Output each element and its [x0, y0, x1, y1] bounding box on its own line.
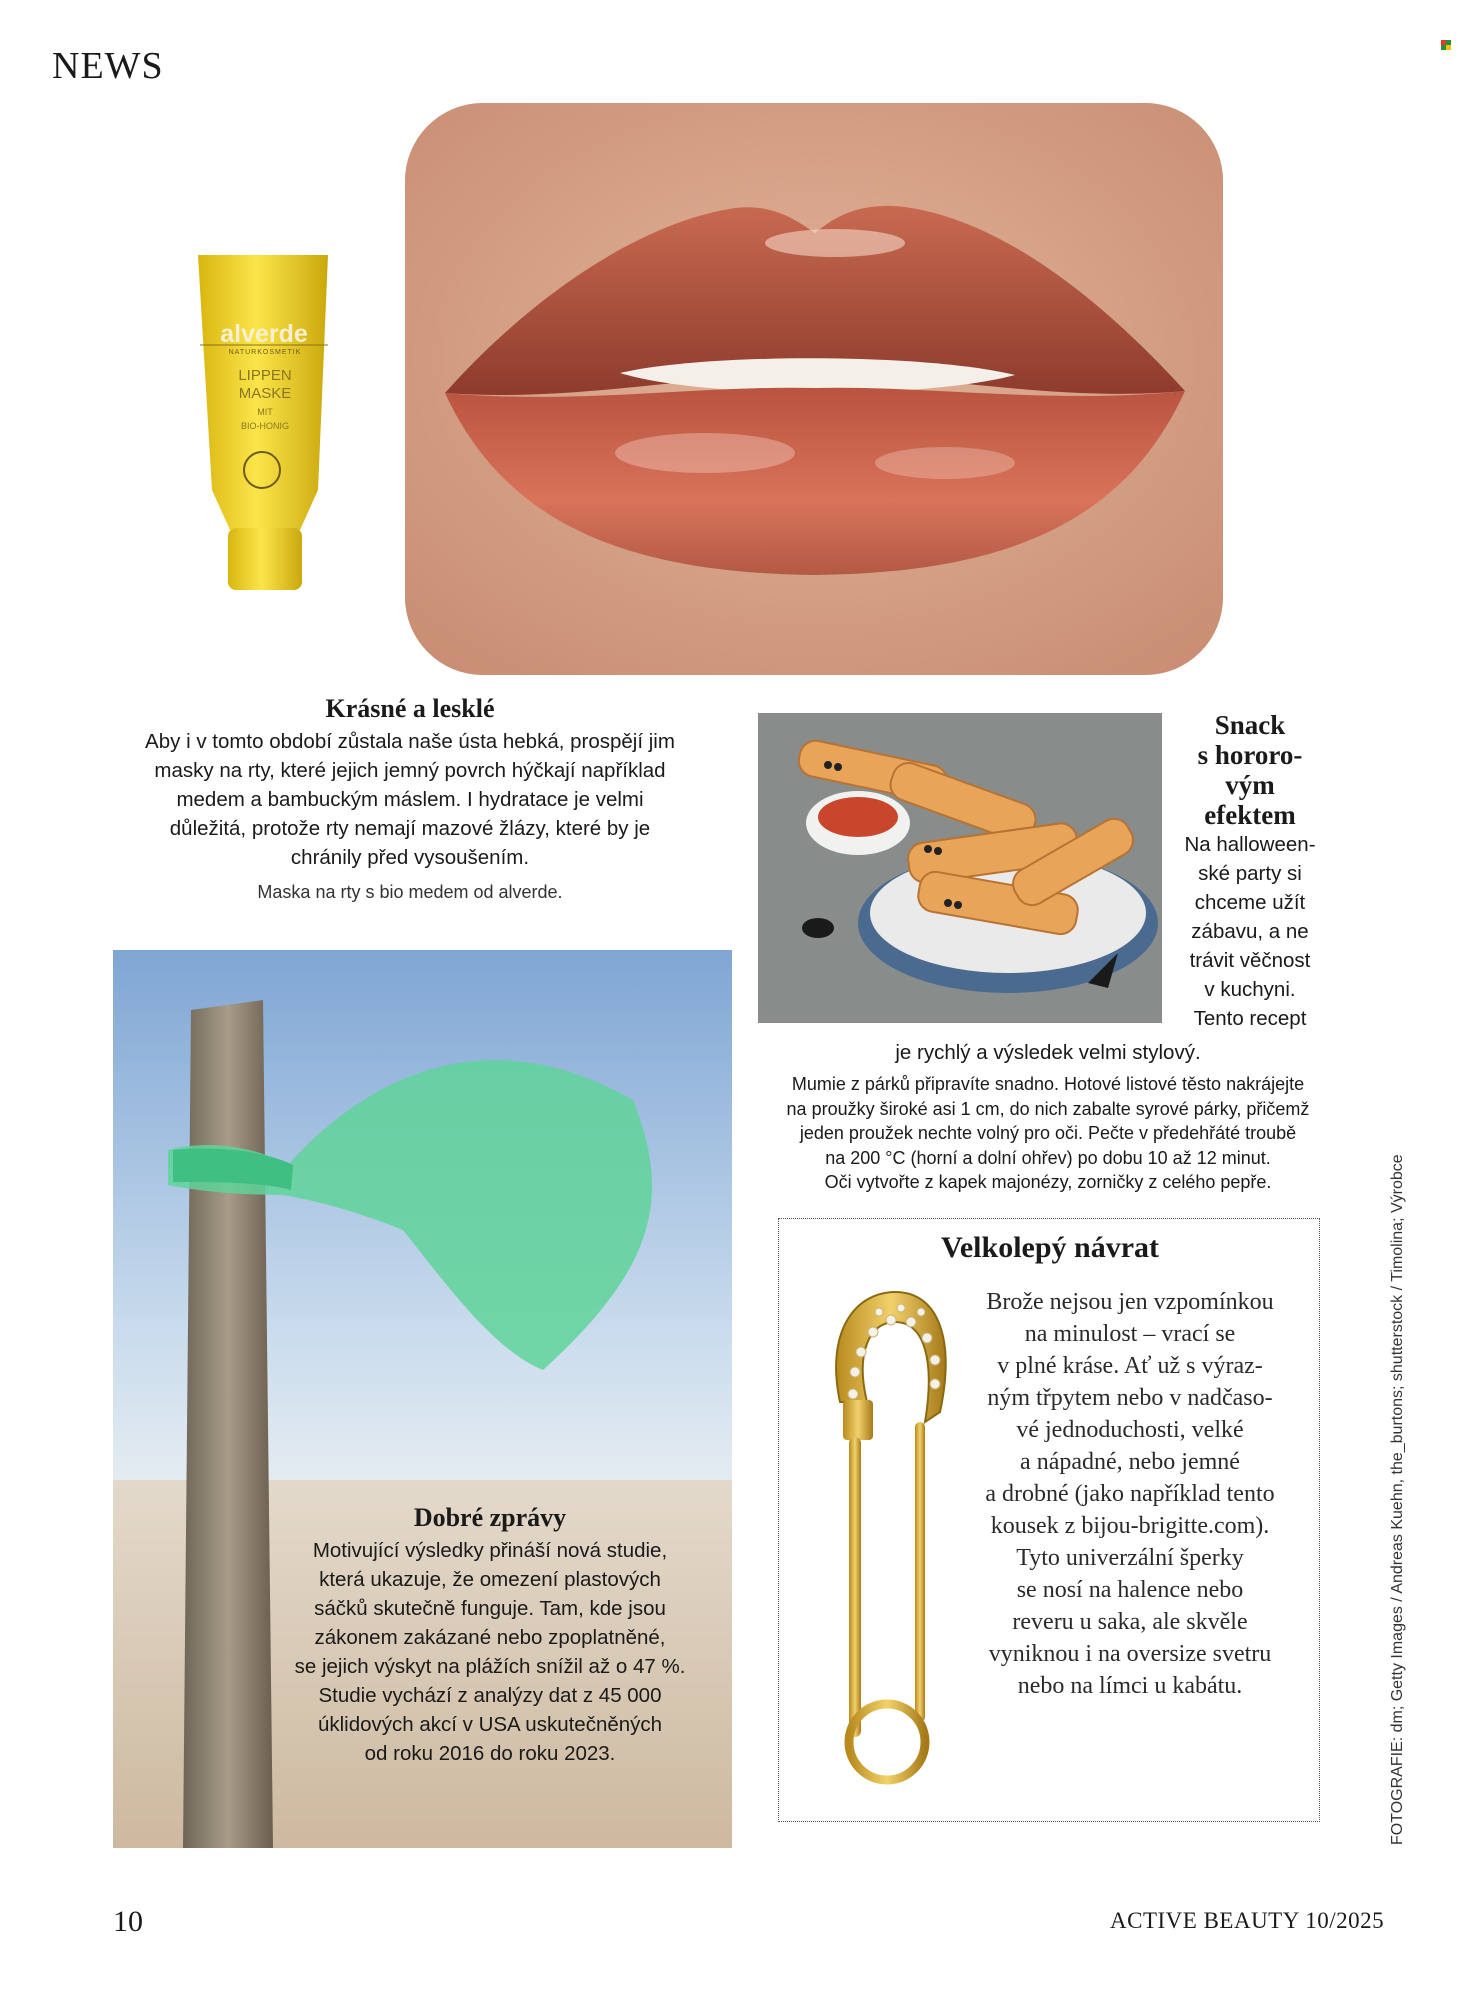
brooch-line: vé jednoduchosti, velké — [1016, 1417, 1244, 1443]
tube-line2: MASKE — [238, 385, 292, 402]
beach-line: Studie vychází z analýzy dat z 45 000 — [318, 1684, 662, 1707]
beach-line: se jejich výskyt na plážích snížil až o 47 %. — [294, 1655, 686, 1678]
snack-note-line: na 200 °C (horní a dolní ohřev) po dobu 10 až 12 minut. — [825, 1147, 1271, 1168]
brooch-line: na minulost – vrací se — [1024, 1321, 1236, 1347]
beach-title: Dobré zprávy — [413, 1503, 567, 1532]
snack-title-line: efektem — [1204, 800, 1296, 830]
snack-side-line: chceme užít — [1194, 891, 1306, 914]
snack-side-line: zábavu, a ne — [1191, 920, 1309, 943]
brooch-line: reveru u saka, ale skvěle — [1012, 1609, 1248, 1635]
snack-note-line: jeden proužek nechte volný pro oči. Pečte v předehřáté troubě — [799, 1123, 1297, 1143]
snack-side-line: ské party si — [1198, 862, 1302, 885]
issue-label: ACTIVE BEAUTY 10/2025 — [1110, 1908, 1385, 1933]
brooch-line: kousek z bijou-brigitte.com). — [990, 1513, 1270, 1539]
snack-last-line: je rychlý a výsledek velmi stylový. — [895, 1041, 1201, 1064]
lip-mask-tube — [190, 245, 340, 595]
beach-line: Motivující výsledky přináší nová studie, — [312, 1539, 668, 1562]
krasne-caption: Maska na rty s bio medem od alverde. — [257, 882, 563, 902]
krasne-line: chránily před vysoušením. — [290, 846, 530, 869]
snack-title-line: Snack — [1214, 710, 1286, 740]
krasne-line: Aby i v tomto období zůstala naše ústa hebká, prospějí jim — [145, 730, 675, 753]
krasne-line: medem a bambuckým máslem. I hydratace je velmi — [176, 788, 644, 811]
beach-body — [270, 1536, 710, 1768]
beach-line: úklidových akcí v USA uskutečněných — [317, 1713, 663, 1736]
page-number: 10 — [113, 1905, 143, 1938]
snack-side-line: Na halloween- — [1184, 833, 1316, 856]
brooch-line: Tyto univerzální šperky — [1016, 1545, 1244, 1571]
brooch-line: vyniknou i na oversize svetru — [988, 1641, 1272, 1667]
section-label: NEWS — [52, 45, 164, 87]
tube-brand: alverde — [220, 320, 308, 348]
tube-line4: BIO-HONIG — [240, 421, 289, 431]
beach-line: zákonem zakázané nebo zpoplatněné, — [314, 1626, 666, 1649]
brooch-line: a drobné (jako například tento — [985, 1481, 1275, 1507]
beach-line: sáčků skutečně funguje. Tam, kde jsou — [314, 1597, 666, 1620]
snack-side-text — [1170, 830, 1330, 1033]
tube-subtitle: NATURKOSMETIK — [228, 349, 302, 356]
brooch-line: nebo na límci u kabátu. — [1017, 1673, 1243, 1699]
snack-note-line: na proužky široké asi 1 cm, do nich zabalte syrové párky, přičemž — [786, 1098, 1310, 1119]
tube-line1: LIPPEN — [238, 367, 292, 384]
corner-mark-icon — [1441, 40, 1451, 50]
snack-title — [1170, 710, 1330, 830]
snack-title-line: vým — [1225, 770, 1275, 800]
brooch-line: Brože nejsou jen vzpomínkou — [986, 1289, 1274, 1315]
brooch-line: a nápadné, nebo jemné — [1020, 1449, 1240, 1475]
snack-side-line: Tento recept — [1193, 1007, 1307, 1030]
krasne-title: Krásné a lesklé — [325, 694, 495, 723]
beach-line: která ukazuje, že omezení plastových — [319, 1568, 661, 1591]
tube-line3: MIT — [257, 407, 273, 417]
brooch-body — [940, 1286, 1320, 1702]
lips-photo — [405, 103, 1223, 675]
mummy-snack-photo — [758, 713, 1162, 1023]
snack-side-line: v kuchyni. — [1204, 978, 1296, 1001]
brooch-line: se nosí na halence nebo — [1016, 1577, 1244, 1603]
brooch-line: ným třpytem nebo v nadčaso- — [987, 1385, 1273, 1411]
krasne-line: masky na rty, které jejich jemný povrch hýčkají například — [154, 759, 666, 782]
krasne-line: důležitá, protože rty nemají mazové žlázy, které by je — [169, 817, 651, 840]
snack-note-line: Mumie z párků připravíte snadno. Hotové listové těsto nakrájejte — [791, 1074, 1305, 1094]
snack-recipe-note — [768, 1072, 1328, 1195]
snack-side-line: trávit věčnost — [1189, 949, 1311, 972]
snack-title-line: s hororo- — [1197, 740, 1303, 770]
brooch-line: v plné kráse. Ať už s výraz- — [997, 1353, 1263, 1379]
safety-pin-brooch — [795, 1272, 955, 1792]
brooch-title: Velkolepý návrat — [940, 1231, 1160, 1264]
krasne-body — [110, 727, 710, 872]
beach-line: od roku 2016 do roku 2023. — [364, 1742, 616, 1765]
photo-credit: FOTOGRAFIE: dm; Getty Images / Andreas Kuehn, the_burtons; shutterstock / Timolina; Výrobce — [1389, 1154, 1406, 1845]
snack-note-line: Oči vytvořte z kapek majonézy, zorničky z celého pepře. — [824, 1172, 1272, 1192]
